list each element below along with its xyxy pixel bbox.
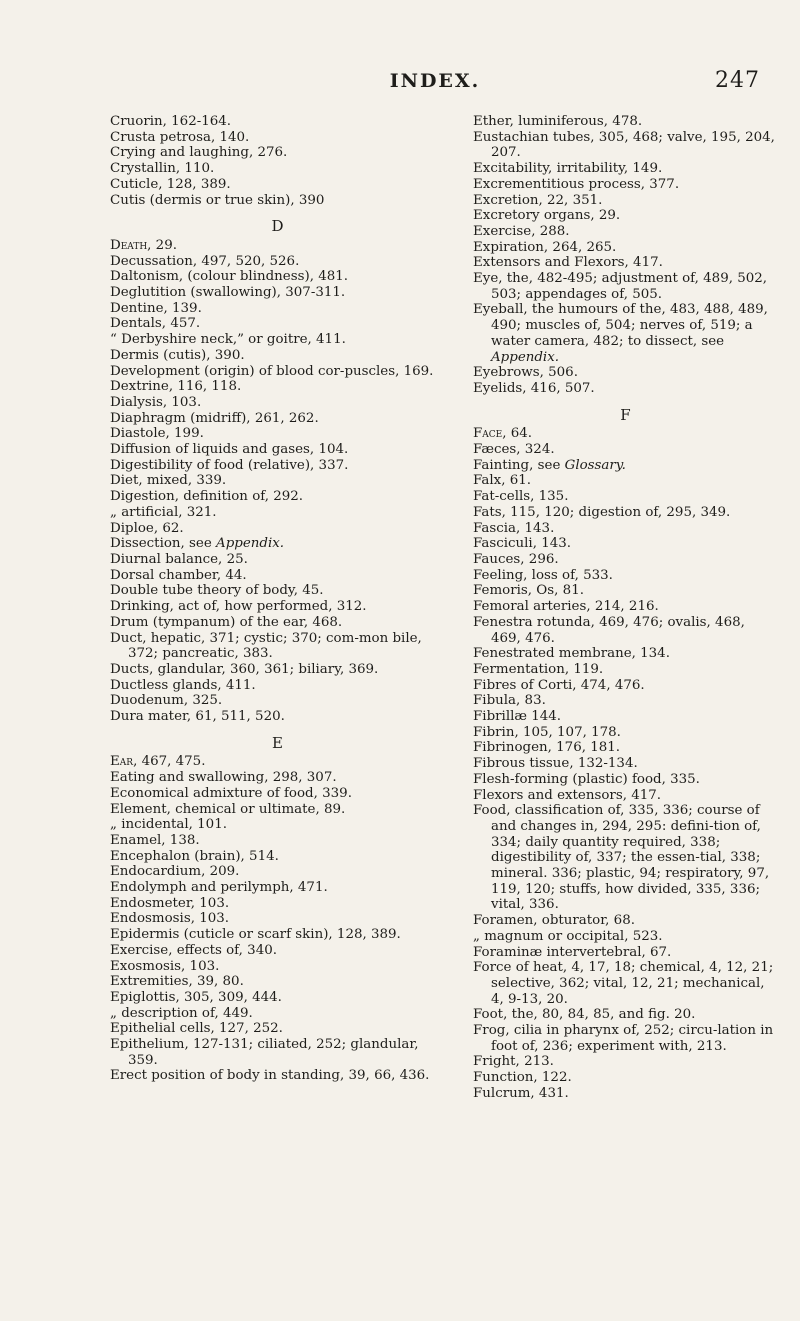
entry-text: Eyeball, the humours of the, 483, 488, 489, 490; muscles of, 504; nerves of, 519; a water camera, 482; to dissect, see bbox=[473, 302, 768, 349]
entry-text: Endosmeter, 103. bbox=[110, 895, 230, 911]
index-entry bbox=[473, 426, 778, 442]
index-entry bbox=[110, 849, 445, 865]
index-entry bbox=[473, 709, 778, 725]
index-entry bbox=[110, 177, 445, 193]
index-entry bbox=[110, 426, 445, 442]
entry-text: Fenestra rotunda, 469, 476; ovalis, 468, 469, 476. bbox=[473, 614, 745, 646]
entry-text: , 29. bbox=[147, 237, 177, 253]
entry-text: Cuticle, 128, 389. bbox=[110, 176, 231, 192]
index-entry bbox=[110, 927, 445, 943]
index-entry bbox=[110, 599, 445, 615]
index-entry bbox=[110, 662, 445, 678]
entry-text: Fibrin, 105, 107, 178. bbox=[473, 724, 621, 740]
entry-text: Eating and swallowing, 298, 307. bbox=[110, 770, 337, 786]
entry-text: Foramen, obturator, 68. bbox=[473, 913, 635, 929]
entry-reference: Appendix. bbox=[491, 349, 560, 365]
entry-text: „ artificial, 321. bbox=[110, 504, 217, 520]
entry-text: Cruorin, 162-164. bbox=[110, 114, 232, 129]
entry-text: Epithelium, 127-131; ciliated, 252; glandular, 359. bbox=[110, 1037, 419, 1068]
page-header bbox=[110, 70, 760, 100]
index-entry bbox=[110, 786, 445, 802]
index-entry bbox=[473, 913, 778, 929]
entry-text: “ Derbyshire neck,” or goitre, 411. bbox=[110, 332, 346, 348]
index-entry bbox=[473, 442, 778, 458]
entry-text: Frog, cilia in pharynx of, 252; circu-lation in foot of, 236; experiment with, 213. bbox=[473, 1023, 774, 1054]
entry-text: Fibrous tissue, 132-134. bbox=[473, 756, 638, 772]
index-entry bbox=[473, 130, 778, 161]
entry-text: Eye, the, 482-495; adjustment of, 489, 502, 503; appendages of, 505. bbox=[473, 271, 768, 302]
entry-text: Fermentation, 119. bbox=[473, 661, 604, 677]
entry-head: Ear bbox=[110, 754, 134, 770]
entry-text: Excrementitious process, 377. bbox=[473, 176, 680, 192]
entry-text: Crying and laughing, 276. bbox=[110, 145, 288, 161]
index-entry bbox=[473, 489, 778, 505]
entry-text: Digestion, definition of, 292. bbox=[110, 489, 304, 505]
entry-text: Femoral arteries, 214, 216. bbox=[473, 599, 659, 615]
entry-text: Diploe, 62. bbox=[110, 520, 184, 536]
index-entry bbox=[110, 193, 445, 209]
index-entry bbox=[473, 240, 778, 256]
entry-text: Fenestrated membrane, 134. bbox=[473, 646, 670, 662]
index-entry bbox=[473, 177, 778, 193]
entry-text: „ description of, 449. bbox=[110, 1005, 253, 1021]
entry-text: Duct, hepatic, 371; cystic; 370; com-mon bile, 372; pancreatic, 383. bbox=[110, 630, 422, 662]
page-number: 247 bbox=[715, 68, 760, 93]
entry-text: Dissection, see bbox=[110, 536, 217, 552]
entry-text: Decussation, 497, 520, 526. bbox=[110, 253, 300, 269]
entry-text: Dextrine, 116, 118. bbox=[110, 379, 242, 395]
entry-text: Endosmosis, 103. bbox=[110, 911, 230, 927]
entry-reference: Glossary. bbox=[564, 457, 626, 473]
entry-text: Dorsal chamber, 44. bbox=[110, 567, 247, 583]
entry-text: Diffusion of liquids and gases, 104. bbox=[110, 442, 349, 458]
index-entry bbox=[473, 161, 778, 177]
entry-text: Fibrillæ 144. bbox=[473, 709, 562, 725]
index-entry bbox=[473, 365, 778, 381]
entry-text: , 467, 475. bbox=[133, 754, 206, 770]
entry-text: Crystallin, 110. bbox=[110, 161, 215, 177]
entry-text: Fats, 115, 120; digestion of, 295, 349. bbox=[473, 504, 731, 520]
index-entry bbox=[110, 348, 445, 364]
index-entry bbox=[473, 929, 778, 945]
index-entry bbox=[473, 473, 778, 489]
index-entry bbox=[110, 145, 445, 161]
entry-text: Drum (tympanum) of the ear, 468. bbox=[110, 614, 343, 630]
entry-text: Ductless glands, 411. bbox=[110, 677, 256, 693]
index-entry bbox=[110, 505, 445, 521]
entry-text: Feeling, loss of, 533. bbox=[473, 567, 613, 583]
index-entry bbox=[110, 130, 445, 146]
index-entry bbox=[473, 960, 778, 1007]
entry-text: Extremities, 39, 80. bbox=[110, 974, 244, 990]
entry-text: Development (origin) of blood cor-puscles, 169. bbox=[110, 363, 434, 379]
entry-text: Fat-cells, 135. bbox=[473, 489, 569, 505]
index-entry bbox=[110, 1006, 445, 1022]
index-entry bbox=[473, 678, 778, 694]
index-entry bbox=[473, 693, 778, 709]
entry-text: Epiglottis, 305, 309, 444. bbox=[110, 989, 282, 1005]
entry-text: Fainting, see bbox=[473, 457, 565, 473]
index-entry bbox=[473, 1054, 778, 1070]
entry-text: Exercise, 288. bbox=[473, 223, 570, 239]
index-entry bbox=[473, 521, 778, 537]
index-entry bbox=[110, 269, 445, 285]
index-entry bbox=[110, 301, 445, 317]
entry-text: Foot, the, 80, 84, 85, and fig. 20. bbox=[473, 1007, 696, 1023]
entry-text: Extensors and Flexors, 417. bbox=[473, 255, 663, 271]
index-entry bbox=[473, 255, 778, 271]
entry-text: Encephalon (brain), 514. bbox=[110, 848, 279, 864]
index-column-right bbox=[473, 114, 778, 1102]
entry-text: „ magnum or occipital, 523. bbox=[473, 928, 663, 944]
index-entry bbox=[110, 615, 445, 631]
index-entry bbox=[110, 316, 445, 332]
entry-head: Face bbox=[473, 426, 503, 442]
entry-text: Fright, 213. bbox=[473, 1054, 554, 1070]
entry-text: Eyelids, 416, 507. bbox=[473, 380, 595, 396]
index-entry bbox=[110, 552, 445, 568]
index-entry bbox=[110, 754, 445, 770]
index-entry bbox=[110, 238, 445, 254]
entry-text: Dentine, 139. bbox=[110, 300, 202, 316]
index-entry bbox=[473, 725, 778, 741]
entry-text: Dura mater, 61, 511, 520. bbox=[110, 709, 285, 725]
index-entry bbox=[110, 473, 445, 489]
index-entry bbox=[110, 364, 445, 380]
entry-text: Excretion, 22, 351. bbox=[473, 192, 603, 208]
entry-text: Excitability, irritability, 149. bbox=[473, 161, 663, 177]
index-entry bbox=[110, 411, 445, 427]
entry-text: Fauces, 296. bbox=[473, 551, 559, 567]
entry-text: Femoris, Os, 81. bbox=[473, 583, 584, 599]
entry-text: Erect position of body in standing, 39, 66, 436. bbox=[110, 1068, 430, 1084]
entry-text: Food, classification of, 335, 336; course of and changes in, 294, 295: defini-tion of, 334; daily quantity required, 338; digestibility of, 337; the essen-tial, 338; mineral. 336; plastic, 94; respiratory, 97, 119, 120; stuffs, how divided, 335, 336; vital, 336. bbox=[473, 803, 770, 913]
index-entry bbox=[110, 583, 445, 599]
index-entry bbox=[110, 693, 445, 709]
index-entry bbox=[110, 254, 445, 270]
index-entry bbox=[110, 880, 445, 896]
entry-text: Diurnal balance, 25. bbox=[110, 551, 248, 567]
entry-text: Falx, 61. bbox=[473, 473, 532, 489]
index-column-left bbox=[110, 114, 445, 1084]
index-entry bbox=[110, 1068, 445, 1084]
index-entry bbox=[473, 458, 778, 474]
index-entry bbox=[473, 552, 778, 568]
index-entry bbox=[110, 114, 445, 130]
entry-text: Eustachian tubes, 305, 468; valve, 195, 204, 207. bbox=[473, 129, 775, 161]
index-entry bbox=[110, 990, 445, 1006]
entry-text: Economical admixture of food, 339. bbox=[110, 785, 352, 801]
index-entry bbox=[473, 1023, 778, 1054]
page-title: INDEX. bbox=[389, 70, 481, 92]
index-entry bbox=[473, 568, 778, 584]
index-entry bbox=[473, 740, 778, 756]
entry-text: Diastole, 199. bbox=[110, 426, 204, 442]
index-entry bbox=[110, 489, 445, 505]
index-entry bbox=[110, 536, 445, 552]
entry-text: Function, 122. bbox=[473, 1070, 572, 1086]
entry-text: Enamel, 138. bbox=[110, 832, 200, 848]
index-entry bbox=[110, 943, 445, 959]
entry-text: Force of heat, 4, 17, 18; chemical, 4, 12, 21; selective, 362; vital, 12, 21; mechanical, 4, 9-13, 20. bbox=[473, 960, 774, 1007]
section-letter: F bbox=[620, 405, 631, 424]
index-entry bbox=[473, 193, 778, 209]
entry-text: Deglutition (swallowing), 307-311. bbox=[110, 285, 346, 301]
entry-text: Epidermis (cuticle or scarf skin), 128, 389. bbox=[110, 927, 401, 943]
index-entry bbox=[473, 646, 778, 662]
entry-text: Crusta petrosa, 140. bbox=[110, 129, 250, 145]
entry-text: Fæces, 324. bbox=[473, 442, 555, 458]
section-letter: D bbox=[271, 217, 284, 236]
entry-text: Fascia, 143. bbox=[473, 520, 555, 536]
entry-text: Diet, mixed, 339. bbox=[110, 473, 227, 489]
entry-text: Fibrinogen, 176, 181. bbox=[473, 740, 621, 756]
entry-text: Duodenum, 325. bbox=[110, 693, 223, 709]
entry-head: Death bbox=[110, 237, 148, 253]
index-entry bbox=[473, 803, 778, 913]
entry-text: Double tube theory of body, 45. bbox=[110, 583, 324, 599]
entry-text: Dialysis, 103. bbox=[110, 394, 202, 410]
entry-text: Eyebrows, 506. bbox=[473, 365, 578, 381]
entry-text: Element, chemical or ultimate, 89. bbox=[110, 801, 346, 817]
index-entry bbox=[110, 709, 445, 725]
entry-text: Digestibility of food (relative), 337. bbox=[110, 457, 349, 473]
index-entry bbox=[473, 208, 778, 224]
index-entry bbox=[110, 817, 445, 833]
index-entry bbox=[473, 945, 778, 961]
index-entry bbox=[473, 788, 778, 804]
index-entry bbox=[473, 1086, 778, 1102]
entry-text: Exosmosis, 103. bbox=[110, 958, 220, 974]
entry-text: Fulcrum, 431. bbox=[473, 1085, 569, 1101]
index-entry bbox=[110, 442, 445, 458]
index-entry bbox=[473, 114, 778, 130]
index-entry bbox=[473, 1007, 778, 1023]
entry-text: Epithelial cells, 127, 252. bbox=[110, 1021, 283, 1037]
entry-text: Flesh-forming (plastic) food, 335. bbox=[473, 771, 700, 787]
entry-text: Endocardium, 209. bbox=[110, 864, 240, 880]
index-entry bbox=[110, 833, 445, 849]
index-entry bbox=[473, 615, 778, 646]
entry-text: Foraminæ intervertebral, 67. bbox=[473, 944, 672, 960]
index-entry bbox=[110, 568, 445, 584]
index-entry bbox=[110, 974, 445, 990]
index-entry bbox=[473, 271, 778, 302]
entry-text: Dentals, 457. bbox=[110, 316, 201, 332]
entry-text: Drinking, act of, how performed, 312. bbox=[110, 599, 367, 615]
index-entry bbox=[473, 772, 778, 788]
index-entry bbox=[110, 379, 445, 395]
index-entry bbox=[110, 161, 445, 177]
index-entry bbox=[473, 662, 778, 678]
index-entry bbox=[473, 224, 778, 240]
index-entry bbox=[110, 896, 445, 912]
entry-text: , 64. bbox=[502, 426, 533, 442]
entry-text: Expiration, 264, 265. bbox=[473, 239, 617, 255]
entry-text: Excretory organs, 29. bbox=[473, 208, 621, 224]
index-entry bbox=[110, 802, 445, 818]
index-entry bbox=[110, 678, 445, 694]
index-entry bbox=[110, 285, 445, 301]
entry-text: Fibres of Corti, 474, 476. bbox=[473, 677, 645, 693]
index-entry bbox=[473, 302, 778, 365]
index-entry bbox=[110, 959, 445, 975]
index-entry bbox=[473, 505, 778, 521]
index-entry bbox=[110, 864, 445, 880]
index-entry bbox=[473, 756, 778, 772]
index-entry bbox=[110, 521, 445, 537]
index-entry bbox=[473, 381, 778, 397]
index-entry bbox=[473, 536, 778, 552]
index-entry bbox=[473, 1070, 778, 1086]
entry-text: Ether, luminiferous, 478. bbox=[473, 114, 643, 129]
index-entry bbox=[110, 458, 445, 474]
index-entry bbox=[110, 1037, 445, 1068]
entry-text: Fasciculi, 143. bbox=[473, 536, 572, 552]
index-entry bbox=[110, 1021, 445, 1037]
entry-text: Endolymph and perilymph, 471. bbox=[110, 880, 328, 896]
index-entry bbox=[110, 911, 445, 927]
index-entry bbox=[473, 583, 778, 599]
entry-text: „ incidental, 101. bbox=[110, 817, 227, 833]
index-entry bbox=[473, 599, 778, 615]
index-entry bbox=[110, 395, 445, 411]
entry-text: Cutis (dermis or true skin), 390 bbox=[110, 192, 325, 208]
entry-text: Dermis (cutis), 390. bbox=[110, 347, 245, 363]
index-entry bbox=[110, 770, 445, 786]
entry-text: Diaphragm (midriff), 261, 262. bbox=[110, 410, 319, 426]
entry-text: Exercise, effects of, 340. bbox=[110, 942, 277, 958]
entry-text: Daltonism, (colour blindness), 481. bbox=[110, 269, 349, 285]
index-entry bbox=[110, 332, 445, 348]
index-entry bbox=[110, 631, 445, 662]
entry-reference: Appendix. bbox=[216, 536, 285, 552]
entry-text: Ducts, glandular, 360, 361; biliary, 369. bbox=[110, 661, 379, 677]
entry-text: Flexors and extensors, 417. bbox=[473, 787, 662, 803]
section-letter: E bbox=[272, 733, 283, 752]
entry-text: Fibula, 83. bbox=[473, 693, 546, 709]
